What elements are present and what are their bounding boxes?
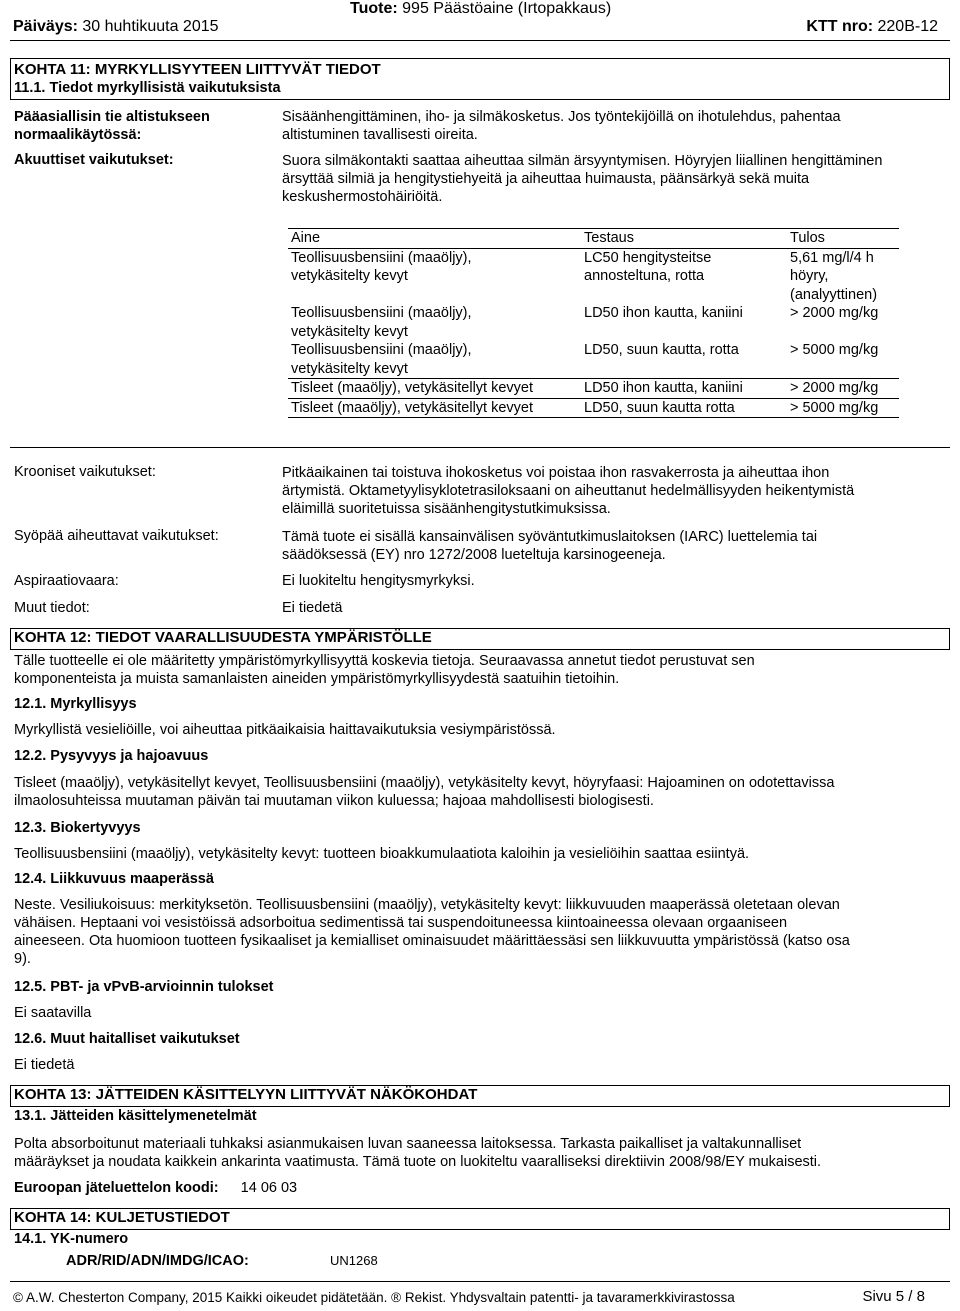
date-label: Päiväys: bbox=[13, 18, 78, 35]
cell-line: 5,61 mg/l/4 h bbox=[790, 249, 874, 266]
table-row bbox=[288, 398, 899, 418]
cell-tulos: > 5000 mg/kg bbox=[787, 398, 899, 418]
table-row bbox=[288, 341, 899, 379]
cell-line: Teollisuusbensiini (maaöljy), bbox=[291, 305, 472, 321]
section-13-1-text bbox=[14, 1135, 821, 1171]
other-info-text: Ei tiedetä bbox=[282, 600, 343, 616]
section-12-4-text bbox=[14, 896, 850, 968]
cell-testaus: LD50, suun kautta rotta bbox=[581, 398, 787, 418]
cell-testaus bbox=[581, 248, 787, 304]
waste-code-value: 14 06 03 bbox=[240, 1180, 298, 1196]
ktt-value: 220B-12 bbox=[877, 18, 938, 35]
section-12-1-text: Myrkyllistä vesieliöille, voi aiheuttaa pitkäaikaisia haittavaikutuksia vesiympäristössä. bbox=[14, 722, 556, 738]
acute-text-line: Suora silmäkontakti saattaa aiheuttaa silmän ärsyyntymisen. Höyryjen liiallinen hengittäminen bbox=[282, 153, 883, 169]
cell-line: vetykäsitelty kevyt bbox=[291, 323, 408, 340]
text-line: Tisleet (maaöljy), vetykäsitellyt kevyet, Teollisuusbensiini (maaöljy), vetykäsitelty kevyt, höyryfaasi: Hajoaminen on odotettavissa bbox=[14, 775, 835, 791]
cell-line: (analyyttinen) bbox=[790, 286, 878, 303]
section-13-1-title: 13.1. Jätteiden käsittelymenetelmät bbox=[14, 1108, 257, 1124]
section-13-title: KOHTA 13: JÄTTEIDEN KÄSITTELYYN LIITTYVÄT NÄKÖKOHDAT bbox=[14, 1086, 478, 1103]
cell-line: vetykäsitelty kevyt bbox=[291, 268, 408, 284]
section-12-2-title: 12.2. Pysyvyys ja hajoavuus bbox=[14, 748, 209, 764]
cell-aine: Tisleet (maaöljy), vetykäsitellyt kevyet bbox=[288, 379, 581, 399]
cancer-text bbox=[282, 528, 817, 564]
product-name: 995 Päästöaine (Irtopakkaus) bbox=[402, 0, 612, 17]
text-line: vähäisen. Heptaani voi vesistöissä adsorboitua sedimentissä tai suspendoituneessa kiintoaineessa olevaan orgaaniseen bbox=[14, 915, 788, 931]
date-value: 30 huhtikuuta 2015 bbox=[82, 18, 219, 35]
cell-tulos: > 5000 mg/kg bbox=[790, 342, 879, 358]
table-row bbox=[288, 304, 899, 341]
cell-line: Teollisuusbensiini (maaöljy), bbox=[291, 342, 472, 358]
section-11-1-title: 11.1. Tiedot myrkyllisistä vaikutuksista bbox=[14, 80, 281, 96]
section-12-3-title: 12.3. Biokertyvyys bbox=[14, 820, 141, 836]
cancer-text-line: säädöksessä (EY) nro 1272/2008 lueteltuja karsinogeeneja. bbox=[282, 547, 666, 563]
cell-aine: Tisleet (maaöljy), vetykäsitellyt kevyet bbox=[288, 398, 581, 418]
exposure-label-line: Pääasiallisin tie altistukseen bbox=[14, 109, 210, 125]
chronic-label: Krooniset vaikutukset: bbox=[14, 464, 156, 480]
text-line: ilmaolosuhteissa muutaman päivän tai muutaman viikon kuluessa; hajoaa mahdollisesti biologisesti. bbox=[14, 793, 654, 809]
section-divider bbox=[10, 447, 950, 448]
footer-rule bbox=[10, 1281, 950, 1282]
exposure-text-line: Sisäänhengittäminen, iho- ja silmäkosketus. Jos työntekijöillä on ihotulehdus, pahentaa bbox=[282, 109, 841, 125]
ktt-label: KTT nro: bbox=[806, 18, 874, 35]
cell-line: vetykäsitelty kevyt bbox=[291, 360, 408, 377]
cell-tulos: > 2000 mg/kg bbox=[790, 305, 879, 321]
cancer-label: Syöpää aiheuttavat vaikutukset: bbox=[14, 528, 219, 544]
exposure-text bbox=[282, 108, 841, 144]
cell-testaus: LD50 ihon kautta, kaniini bbox=[584, 305, 743, 321]
acute-label: Akuuttiset vaikutukset: bbox=[14, 152, 174, 168]
text-line: 9). bbox=[14, 951, 31, 967]
section-12-4-title: 12.4. Liikkuvuus maaperässä bbox=[14, 871, 214, 887]
un-number: UN1268 bbox=[330, 1253, 378, 1268]
section-12-5-text: Ei saatavilla bbox=[14, 1005, 92, 1021]
section-11-title: KOHTA 11: MYRKYLLISYYTEEN LIITTYVÄT TIEDOT bbox=[14, 61, 381, 78]
cell-line: annosteltuna, rotta bbox=[584, 268, 705, 284]
chronic-text bbox=[282, 464, 854, 518]
cell-testaus: LD50 ihon kautta, kaniini bbox=[581, 379, 787, 399]
section-12-intro bbox=[14, 652, 755, 688]
exposure-label bbox=[14, 108, 210, 144]
text-line: Polta absorboitunut materiaali tuhkaksi asianmukaisen luvan saaneessa laitoksessa. Tarkasta paikalliset ja valtakunnalliset bbox=[14, 1136, 802, 1152]
acute-text-line: keskushermostohäiriöitä. bbox=[282, 189, 443, 205]
text-line: aineeseen. Ota huomioon tuotteen fysikaaliset ja kemialliset ominaisuudet määrittäessäsi sen liikkuvuutta ympäristössä (katso osa bbox=[14, 933, 850, 949]
section-14-title: KOHTA 14: KULJETUSTIEDOT bbox=[14, 1209, 230, 1226]
exposure-text-line: altistuminen tavallisesti oireita. bbox=[282, 127, 478, 143]
cell-line: Teollisuusbensiini (maaöljy), bbox=[291, 249, 472, 266]
cell-tulos: > 2000 mg/kg bbox=[787, 379, 899, 399]
chronic-text-line: eläimillä suoritetuissa sisäänhengitystutkimuksissa. bbox=[282, 501, 611, 517]
aspiration-label: Aspiraatiovaara: bbox=[14, 573, 119, 589]
cell-aine bbox=[288, 304, 581, 341]
text-line: määräykset ja noudata kaikkein ankarinta vaatimusta. Tämä tuote on luokiteltu vaaralliseksi direktiivin 2008/98/EY mukaisesti. bbox=[14, 1154, 822, 1170]
cell-line: höyry, bbox=[790, 268, 829, 284]
section-14-1-title: 14.1. YK-numero bbox=[14, 1231, 129, 1247]
acute-text bbox=[282, 152, 882, 206]
cell-line: LC50 hengitysteitse bbox=[584, 249, 712, 266]
section-12-2-text bbox=[14, 774, 834, 810]
waste-code-label: Euroopan jäteluettelon koodi: bbox=[14, 1180, 219, 1196]
header-rule bbox=[10, 40, 950, 41]
table-row bbox=[288, 379, 899, 399]
section-12-1-title: 12.1. Myrkyllisyys bbox=[14, 696, 137, 712]
chronic-text-line: ärtymistä. Oktametyylisyklotetrasiloksaani on aiheuttanut hedelmällisyyden heikentymistä bbox=[282, 483, 855, 499]
waste-code-row bbox=[14, 1180, 297, 1196]
exposure-label-line: normaalikäytössä: bbox=[14, 127, 142, 143]
other-info-label: Muut tiedot: bbox=[14, 600, 90, 616]
copyright-text: © A.W. Chesterton Company, 2015 Kaikki oikeudet pidätetään. ® Rekist. Yhdysvaltain patentti- ja tavaramerkkivirastossa bbox=[13, 1290, 735, 1305]
section-12-title: KOHTA 12: TIEDOT VAARALLISUUDESTA YMPÄRISTÖLLE bbox=[14, 629, 432, 646]
page-number: Sivu 5 / 8 bbox=[862, 1288, 925, 1305]
product-header bbox=[350, 0, 611, 18]
section-12-6-text: Ei tiedetä bbox=[14, 1057, 75, 1073]
text-line: Neste. Vesiliukoisuus: merkityksetön. Teollisuusbensiini (maaöljy), vetykäsitelty kevyt: liikkuvuuden maaperässä oletetaan olevan bbox=[14, 897, 840, 913]
cell-tulos bbox=[787, 248, 899, 304]
intro-line: komponenteista ja muista samanlaisten aineiden ympäristömyrkyllisyydestä saatuihin tietoihin. bbox=[14, 671, 620, 687]
date-header bbox=[13, 18, 219, 36]
ktt-header bbox=[806, 18, 938, 36]
toxicity-table bbox=[288, 228, 899, 418]
column-header-testaus: Testaus bbox=[581, 229, 787, 249]
section-12-5-title: 12.5. PBT- ja vPvB-arvioinnin tulokset bbox=[14, 979, 274, 995]
chronic-text-line: Pitkäaikainen tai toistuva ihokosketus voi poistaa ihon rasvakerrosta ja aiheuttaa ihon bbox=[282, 465, 830, 481]
intro-line: Tälle tuotteelle ei ole määritetty ympäristömyrkyllisyyttä koskevia tietoja. Seuraavassa annetut tiedot perustuvat sen bbox=[14, 653, 755, 669]
cell-aine bbox=[288, 248, 581, 304]
aspiration-text: Ei luokiteltu hengitysmyrkyksi. bbox=[282, 573, 475, 589]
section-12-6-title: 12.6. Muut haitalliset vaikutukset bbox=[14, 1031, 240, 1047]
adr-label: ADR/RID/ADN/IMDG/ICAO: bbox=[66, 1253, 249, 1269]
acute-text-line: ärsyttää silmiä ja hengitystiehyeitä ja aiheuttaa huimausta, päänsärkyä sekä muita bbox=[282, 171, 810, 187]
cell-aine bbox=[288, 341, 581, 379]
cancer-text-line: Tämä tuote ei sisällä kansainvälisen syöväntutkimuslaitoksen (IARC) luettelemia tai bbox=[282, 529, 818, 545]
section-12-3-text: Teollisuusbensiini (maaöljy), vetykäsitelty kevyt: tuotteen bioakkumulaatiota kaloihin ja vesieliöihin saattaa esiintyä. bbox=[14, 846, 750, 862]
column-header-tulos: Tulos bbox=[787, 229, 899, 249]
cell-testaus: LD50, suun kautta, rotta bbox=[584, 342, 739, 358]
table-row bbox=[288, 248, 899, 304]
table-header-row bbox=[288, 229, 899, 249]
column-header-aine: Aine bbox=[288, 229, 581, 249]
product-label: Tuote: bbox=[350, 0, 398, 17]
